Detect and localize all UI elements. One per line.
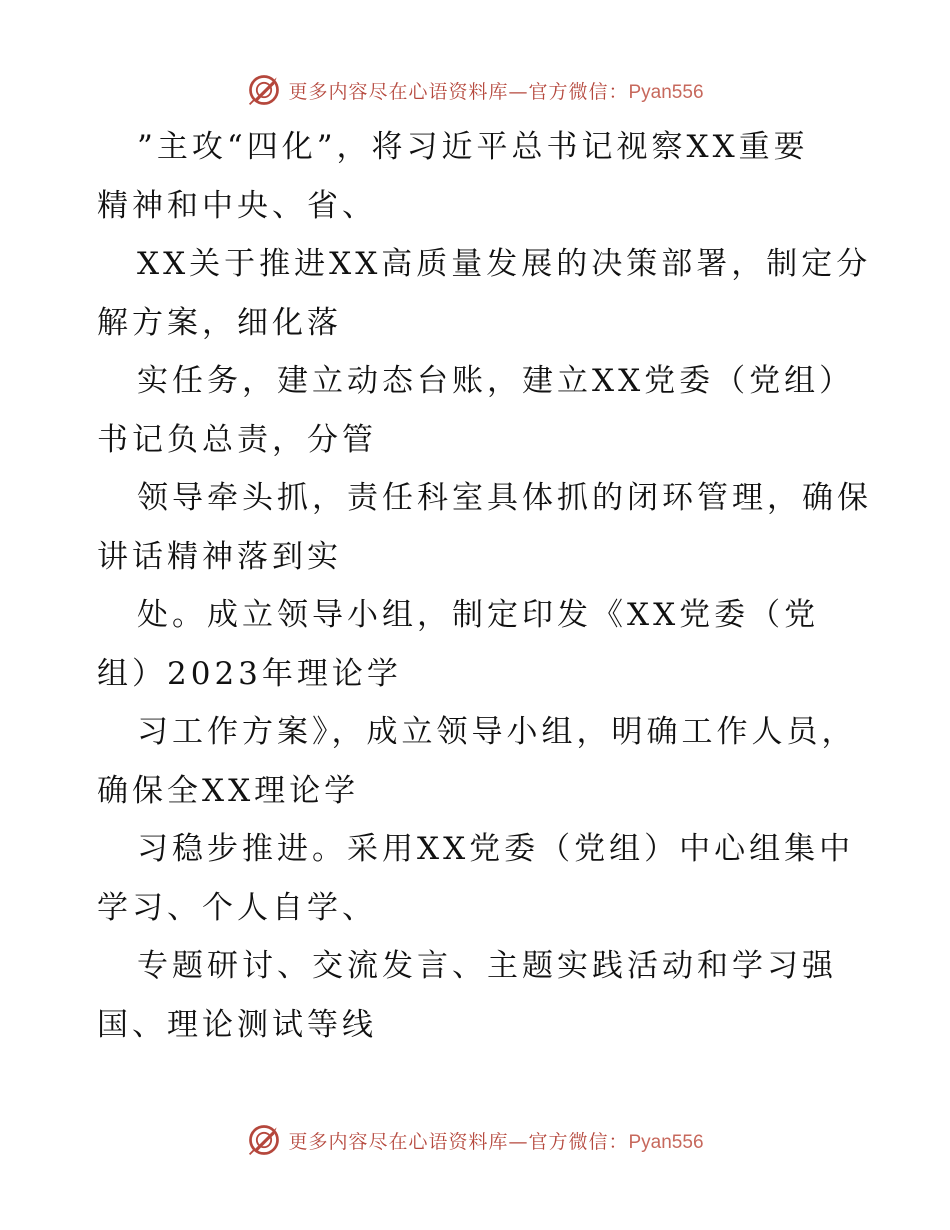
header-banner-text: 更多内容尽在心语资料库—官方微信：Pyan556: [288, 80, 704, 103]
paragraph-second-line: 组）2023年理论学: [97, 655, 402, 692]
paragraph-first-line: 领导牵头抓，责任科室具体抓的闭环管理，确保: [137, 480, 872, 516]
paragraph: [97, 820, 877, 937]
footer-wechat-id: Pyan556: [628, 1131, 704, 1153]
paragraph-first-line: ”主攻“四化”，将习近平总书记视察XX重要: [137, 129, 809, 165]
paragraph: [97, 235, 877, 352]
page-footer: [0, 1120, 950, 1160]
paragraph-first-line: 习稳步推进。采用XX党委（党组）中心组集中: [137, 831, 855, 867]
paragraph: [97, 118, 877, 235]
paragraph-second-line: 国、理论测试等线: [97, 1006, 377, 1043]
footer-banner-text: 更多内容尽在心语资料库—官方微信：Pyan556: [288, 1130, 704, 1153]
paragraph-first-line: 习工作方案》，成立领导小组，明确工作人员，: [137, 714, 857, 750]
paragraph-first-line: 处。成立领导小组，制定印发《XX党委（党: [137, 597, 820, 633]
paragraph: [97, 703, 877, 820]
brand-logo-icon: [246, 1122, 282, 1158]
paragraph-first-line: XX关于推进XX高质量发展的决策部署，制定分: [137, 246, 872, 282]
paragraph: [97, 586, 877, 703]
header-banner: [246, 72, 703, 108]
header-wechat-id: Pyan556: [628, 81, 704, 103]
paragraph: [97, 469, 877, 586]
paragraph-second-line: 学习、个人自学、: [97, 889, 377, 926]
paragraph-second-line: 讲话精神落到实: [97, 538, 342, 575]
paragraph-second-line: 解方案，细化落: [97, 304, 342, 341]
paragraph-second-line: 确保全XX理论学: [97, 772, 360, 809]
paragraph-second-line: 精神和中央、省、: [97, 187, 377, 224]
page-header: [0, 70, 950, 110]
paragraph: [97, 352, 877, 469]
paragraph-second-line: 书记负总责，分管: [97, 421, 377, 458]
document-body: [97, 118, 877, 1054]
brand-logo-icon: [246, 72, 282, 108]
paragraph-first-line: 专题研讨、交流发言、主题实践活动和学习强: [137, 948, 837, 984]
footer-banner: [246, 1122, 703, 1158]
paragraph: [97, 937, 877, 1054]
paragraph-first-line: 实任务，建立动态台账，建立XX党委（党组）: [137, 363, 855, 399]
